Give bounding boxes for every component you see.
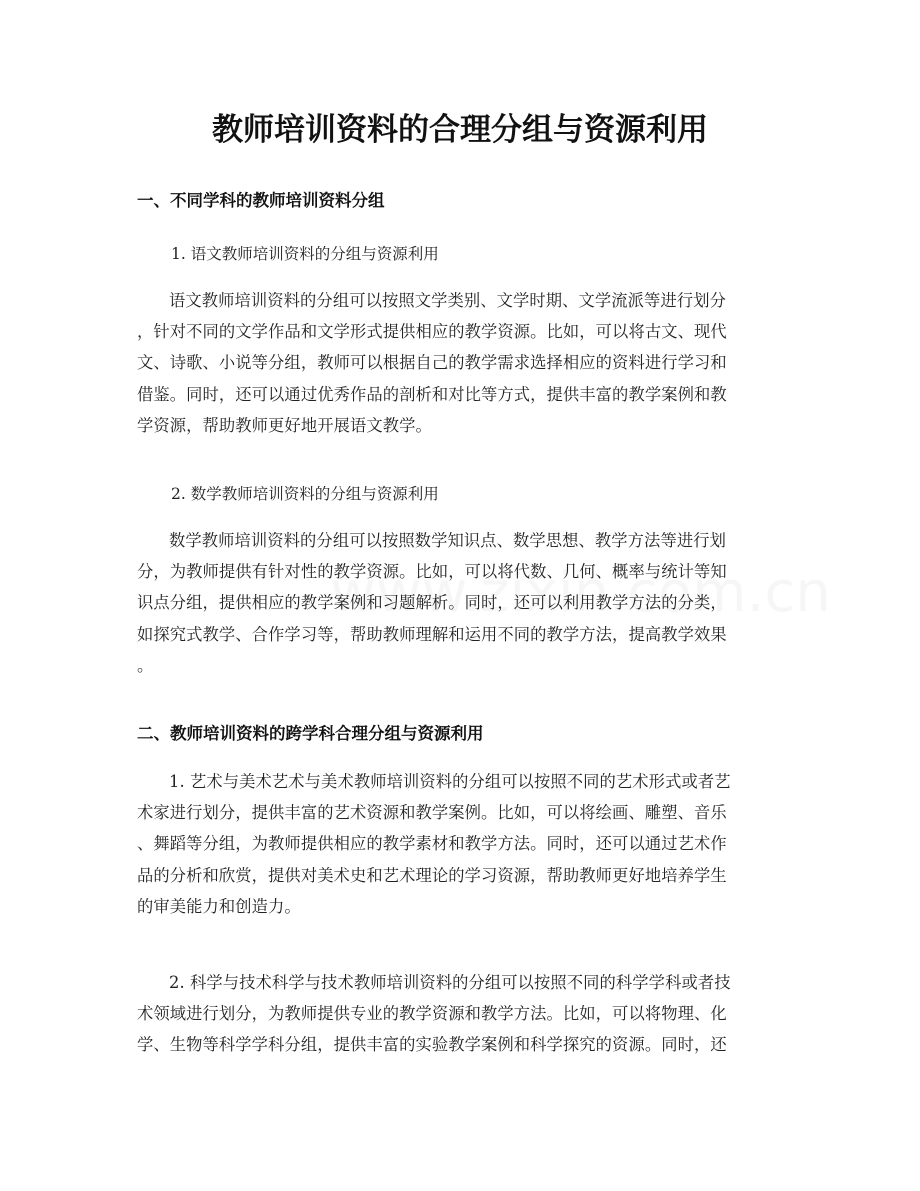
- paragraph-chinese-teaching: [137, 285, 785, 441]
- document-title: 教师培训资料的合理分组与资源利用: [212, 112, 708, 148]
- paragraph-line: 1. 艺术与美术艺术与美术教师培训资料的分组可以按照不同的艺术形式或者艺: [169, 772, 731, 791]
- paragraph-line: 数学教师培训资料的分组可以按照数学知识点、数学思想、教学方法等进行划: [169, 531, 726, 550]
- paragraph-line: 借鉴。同时，还可以通过优秀作品的剖析和对比等方式，提供丰富的教学案例和教: [137, 384, 727, 404]
- subsection-2-heading: 2. 数学教师培训资料的分组与资源利用: [171, 485, 439, 503]
- paragraph-line: 、舞蹈等分组，为教师提供相应的教学素材和教学方法。同时，还可以通过艺术作: [137, 834, 727, 854]
- subsection-1-heading: 1. 语文教师培训资料的分组与资源利用: [171, 245, 439, 263]
- section-1-heading: 一、不同学科的教师培训资料分组: [137, 191, 385, 210]
- paragraph-line: 如探究式教学、合作学习等，帮助教师理解和运用不同的教学方法，提高教学效果: [137, 624, 727, 644]
- paragraph-line: 的审美能力和创造力。: [137, 896, 301, 916]
- paragraph-line: 2. 科学与技术科学与技术教师培训资料的分组可以按照不同的科学学科或者技: [169, 973, 731, 992]
- paragraph-line: 术家进行划分，提供丰富的艺术资源和教学案例。比如，可以将绘画、雕塑、音乐: [137, 803, 727, 823]
- paragraph-line: 。: [137, 655, 154, 675]
- paragraph-science-teaching: [137, 967, 785, 1061]
- section-2-heading: 二、教师培训资料的跨学科合理分组与资源利用: [137, 724, 484, 743]
- paragraph-line: 文、诗歌、小说等分组，教师可以根据自己的教学需求选择相应的资料进行学习和: [137, 353, 727, 373]
- paragraph-line: 品的分析和欣赏，提供对美术史和艺术理论的学习资源，帮助教师更好地培养学生: [137, 865, 727, 885]
- paragraph-math-teaching: [137, 525, 785, 681]
- paragraph-art-teaching: [137, 766, 785, 922]
- paragraph-line: 学、生物等科学学科分组，提供丰富的实验教学案例和科学探究的资源。同时，还: [137, 1035, 727, 1055]
- paragraph-line: 学资源，帮助教师更好地开展语文教学。: [137, 415, 432, 435]
- paragraph-line: ，针对不同的文学作品和文学形式提供相应的教学资源。比如，可以将古文、现代: [137, 322, 727, 342]
- paragraph-line: 语文教师培训资料的分组可以按照文学类别、文学时期、文学流派等进行划分: [169, 291, 726, 310]
- paragraph-line: 术领域进行划分，为教师提供专业的教学资源和教学方法。比如，可以将物理、化: [137, 1004, 727, 1024]
- paragraph-line: 识点分组，提供相应的教学案例和习题解析。同时，还可以利用教学方法的分类，: [137, 593, 727, 613]
- paragraph-line: 分，为教师提供有针对性的教学资源。比如，可以将代数、几何、概率与统计等知: [137, 562, 727, 582]
